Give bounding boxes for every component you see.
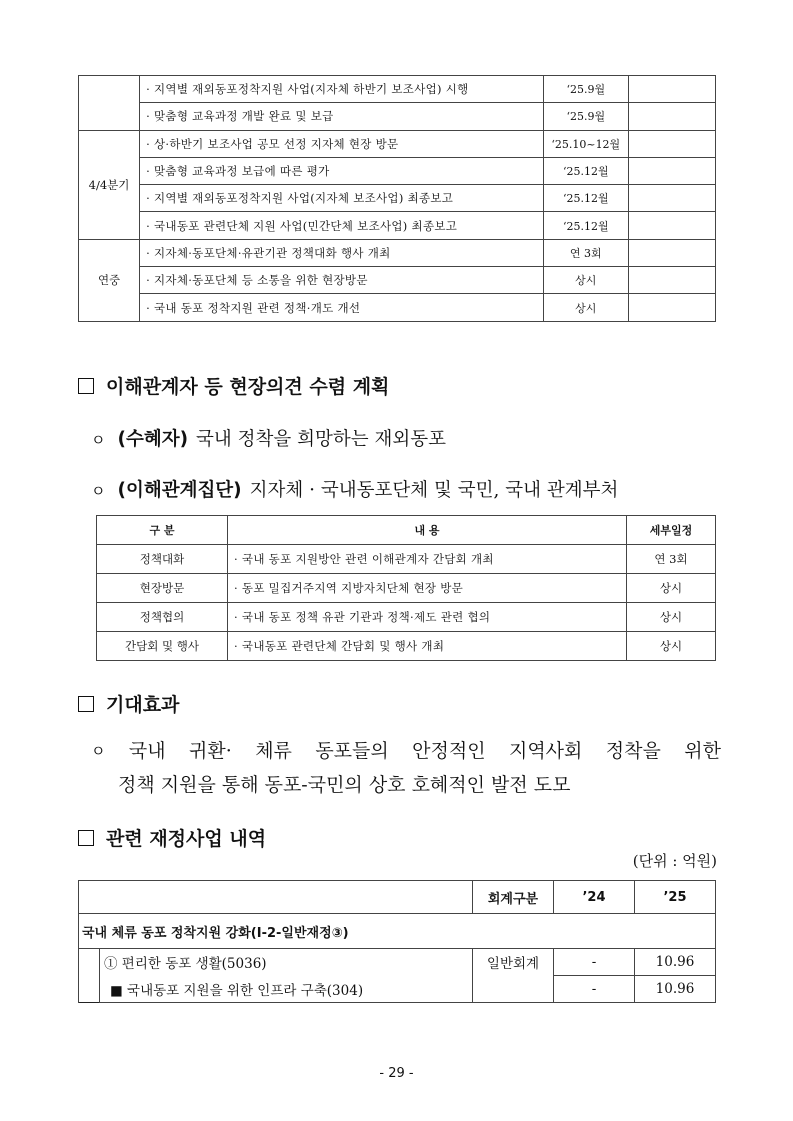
beneficiary-line <box>91 425 446 451</box>
indent-cell <box>79 949 100 1003</box>
table-row <box>79 212 716 239</box>
table-row <box>97 632 716 661</box>
table-row <box>79 267 716 294</box>
content-cell: · 동포 밀집거주지역 지방자치단체 현장 방문 <box>228 574 627 603</box>
budget-table <box>78 880 716 1003</box>
value-24-cell: - <box>554 976 635 1003</box>
category-cell: 정책협의 <box>97 603 228 632</box>
schedule-cell: 상시 <box>627 603 716 632</box>
schedule-cell: 연 3회 <box>627 545 716 574</box>
task-cell: · 지자체·동포단체·유관기관 정책대화 행사 개최 <box>140 239 544 266</box>
note-cell <box>628 76 715 103</box>
column-header: ’25 <box>635 881 716 914</box>
checkbox-bullet-icon <box>78 378 94 394</box>
content-cell: · 국내동포 관련단체 간담회 및 행사 개최 <box>228 632 627 661</box>
page-number: - 29 - <box>379 1066 414 1081</box>
table-header-row <box>97 516 716 545</box>
period-cell-q3 <box>79 76 140 131</box>
content-cell: · 국내 동포 정책 유관 기관과 정책·제도 관련 협의 <box>228 603 627 632</box>
stakeholder-table <box>96 515 716 661</box>
word: 안정적인 <box>412 740 486 762</box>
when-cell: ‘25.9월 <box>543 103 628 130</box>
when-cell: ‘25.12월 <box>543 157 628 184</box>
schedule-cell: 상시 <box>627 632 716 661</box>
schedule-table <box>78 75 716 322</box>
word: 체류 <box>255 740 292 762</box>
word: 국내 <box>128 740 166 762</box>
item-name: ① 편리한 동포 생활(5036) <box>100 949 473 976</box>
word: 위한 <box>684 740 721 762</box>
program-row <box>79 914 716 949</box>
blank-header-cell <box>79 881 473 914</box>
content-cell: · 국내 동포 지원방안 관련 이해관계자 간담회 개최 <box>228 545 627 574</box>
when-cell: ‘25.12월 <box>543 185 628 212</box>
task-cell: · 상·하반기 보조사업 공모 선정 지자체 현장 방문 <box>140 130 544 157</box>
effect-paragraph <box>91 734 721 802</box>
table-row <box>79 76 716 103</box>
value-24-cell: - <box>554 949 635 976</box>
note-cell <box>628 267 715 294</box>
table-row <box>79 157 716 184</box>
checkbox-bullet-icon <box>78 696 94 712</box>
note-cell <box>628 130 715 157</box>
table-row <box>79 185 716 212</box>
unit-label: (단위 : 억원) <box>632 852 717 870</box>
word: 지역사회 <box>508 740 583 762</box>
note-cell <box>628 239 715 266</box>
effect-line-2: 정책 지원을 통해 동포-국민의 상호 호혜적인 발전 도모 <box>118 774 571 796</box>
table-row <box>79 294 716 321</box>
table-row <box>79 239 716 266</box>
bullet-mark: ㅇ <box>91 431 106 449</box>
when-cell: 상시 <box>543 267 628 294</box>
stakeholder-tag: (이해관계집단) <box>117 480 242 501</box>
task-cell: · 지역별 재외동포정착지원 사업(지자체 하반기 보조사업) 시행 <box>140 76 544 103</box>
section-heading-stakeholders <box>78 372 389 399</box>
program-name: 국내 체류 동포 정착지원 강화(Ⅰ-2-일반재정③) <box>79 914 716 949</box>
word: 귀환· <box>189 740 232 762</box>
table-row <box>79 949 716 976</box>
word: 동포들의 <box>315 740 389 762</box>
note-cell <box>628 157 715 184</box>
when-cell: ‘25.9월 <box>543 76 628 103</box>
account-cell <box>473 976 554 1003</box>
column-header: ’24 <box>554 881 635 914</box>
period-cell-year: 연중 <box>79 239 140 321</box>
column-header: 내 용 <box>228 516 627 545</box>
task-cell: · 지자체·동포단체 등 소통을 위한 현장방문 <box>140 267 544 294</box>
category-cell: 간담회 및 행사 <box>97 632 228 661</box>
account-cell: 일반회계 <box>473 949 554 976</box>
table-row <box>79 976 716 1003</box>
table-header-row <box>79 881 716 914</box>
section-title: 기대효과 <box>106 694 180 716</box>
period-cell-q4: 4/4분기 <box>79 130 140 239</box>
category-cell: 현장방문 <box>97 574 228 603</box>
section-title: 이해관계자 등 현장의견 수렴 계획 <box>106 376 390 398</box>
table-row <box>97 545 716 574</box>
column-header: 회계구분 <box>473 881 554 914</box>
column-header: 구 분 <box>97 516 228 545</box>
task-cell: · 국내 동포 정착지원 관련 정책·개도 개선 <box>140 294 544 321</box>
stakeholder-line <box>91 476 618 502</box>
note-cell <box>628 103 715 130</box>
bullet-mark: ㅇ <box>91 482 106 500</box>
table-row <box>97 603 716 632</box>
table-row <box>97 574 716 603</box>
category-cell: 정책대화 <box>97 545 228 574</box>
when-cell: 상시 <box>543 294 628 321</box>
task-cell: · 지역별 재외동포정착지원 사업(지자체 보조사업) 최종보고 <box>140 185 544 212</box>
section-heading-budget <box>78 824 266 851</box>
section-heading-effects <box>78 690 179 717</box>
task-cell: · 맞춤형 교육과정 보급에 따른 평가 <box>140 157 544 184</box>
table-row <box>79 130 716 157</box>
task-cell: · 국내동포 관련단체 지원 사업(민간단체 보조사업) 최종보고 <box>140 212 544 239</box>
bullet-mark: ㅇ <box>91 742 106 760</box>
stakeholder-text: 지자체 · 국내동포단체 및 국민, 국내 관계부처 <box>249 480 619 501</box>
table-row <box>79 103 716 130</box>
checkbox-bullet-icon <box>78 830 94 846</box>
note-cell <box>628 212 715 239</box>
beneficiary-tag: (수혜자) <box>117 429 189 450</box>
value-25-cell: 10.96 <box>635 976 716 1003</box>
beneficiary-text: 국내 정착을 희망하는 재외동포 <box>196 429 446 450</box>
effect-line-1 <box>91 734 721 768</box>
section-title: 관련 재정사업 내역 <box>106 828 267 850</box>
note-cell <box>628 294 715 321</box>
value-25-cell: 10.96 <box>635 949 716 976</box>
schedule-cell: 상시 <box>627 574 716 603</box>
when-cell: ‘25.10~12월 <box>543 130 628 157</box>
when-cell: ‘25.12월 <box>543 212 628 239</box>
when-cell: 연 3회 <box>543 239 628 266</box>
task-cell: · 맞춤형 교육과정 개발 완료 및 보급 <box>140 103 544 130</box>
word: 정착을 <box>605 740 661 762</box>
column-header: 세부일정 <box>627 516 716 545</box>
note-cell <box>628 185 715 212</box>
item-name: ■ 국내동포 지원을 위한 인프라 구축(304) <box>100 976 473 1003</box>
